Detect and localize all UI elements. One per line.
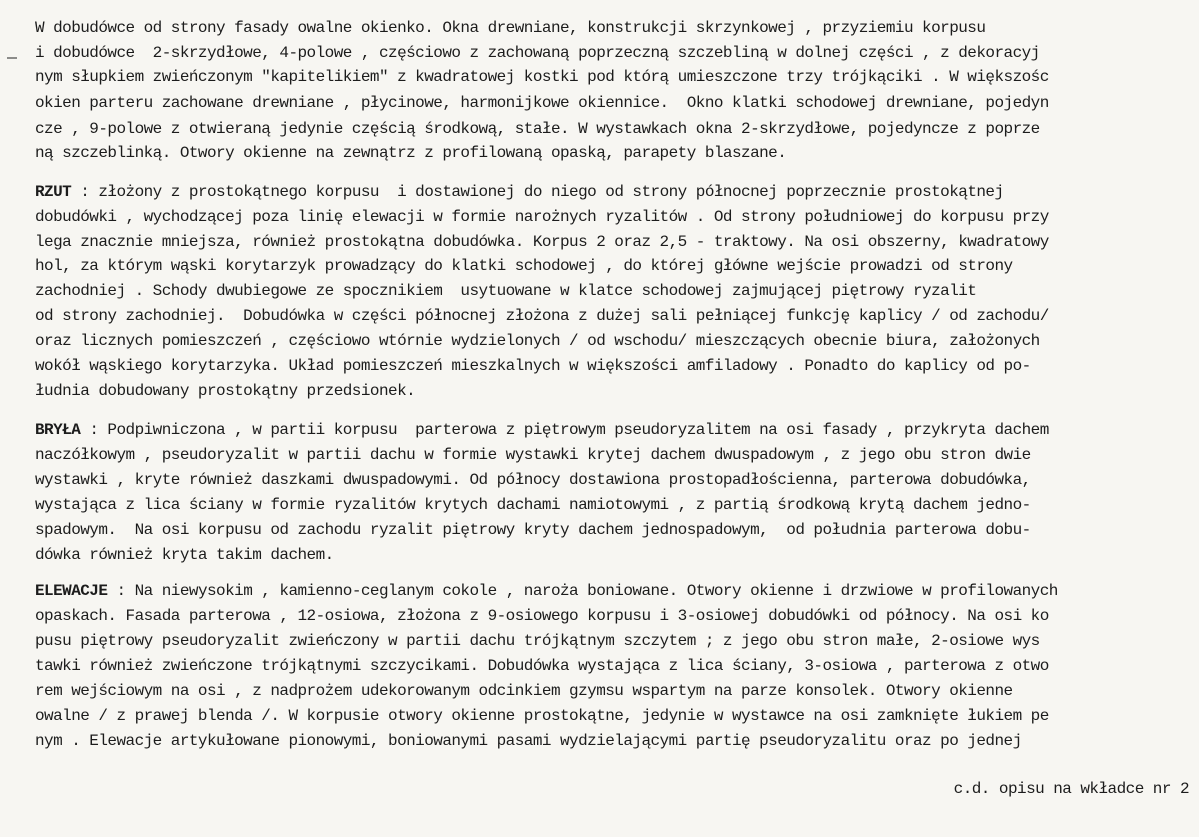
section-heading-rzut: RZUT	[35, 184, 72, 200]
section-text: : złożony z prostokątnego korpusu i dostawionej do niego od strony północnej poprzecznie prostokątnej	[71, 184, 1004, 200]
text-line: oraz licznych pomieszczeń , częściowo wtórnie wydzielonych / od wschodu/ mieszczących obecnie biura, założonych	[35, 333, 1040, 349]
text-line: nym słupkiem zwieńczonym "kapitelikiem" z kwadratowej kostki pod którą umieszczone trzy trójkąciki . W większośc	[35, 69, 1049, 85]
text-line: ną szczeblinką. Otwory okienne na zewnątrz z profilowaną opaską, parapety blaszane.	[35, 145, 787, 161]
text-line: zachodniej . Schody dwubiegowe ze spocznikiem usytuowane w klatce schodowej zajmującej piętrowy ryzalit	[35, 283, 977, 299]
text-line: okien parteru zachowane drewniane , płycinowe, harmonijkowe okiennice. Okno klatki schodowej drewniane, pojedyn	[35, 95, 1049, 111]
section-heading-bryla: BRYŁA	[35, 422, 81, 438]
text-line: W dobudówce od strony fasady owalne okienko. Okna drewniane, konstrukcji skrzynkowej , przyziemiu korpusu	[35, 20, 986, 36]
text-line: opaskach. Fasada parterowa , 12-osiowa, złożona z 9-osiowego korpusu i 3-osiowej dobudówki od północy. Na osi ko	[35, 608, 1049, 624]
text-line: wokół wąskiego korytarzyka. Układ pomieszczeń mieszkalnych w większości amfiladowy . Ponadto do kaplicy od po-	[35, 358, 1031, 374]
text-line	[35, 422, 1049, 438]
text-line: dówka również kryta takim dachem.	[35, 547, 334, 563]
text-line: owalne / z prawej blenda /. W korpusie otwory okienne prostokątne, jedynie w wystawce na osi zamknięte łukiem pe	[35, 708, 1049, 724]
text-line: rem wejściowym na osi , z nadprożem udekorowanym odcinkiem gzymsu wspartym na parze konsolek. Otwory okienne	[35, 683, 1013, 699]
section-text: : Na niewysokim , kamienno-ceglanym cokole , naroża boniowane. Otwory okienne i drzwiowe w profilowanych	[107, 583, 1058, 599]
text-line: od strony zachodniej. Dobudówka w części północnej złożona z dużej sali pełniącej funkcję kaplicy / od zachodu/	[35, 308, 1049, 324]
punch-mark	[7, 57, 17, 59]
section-text: : Podpiwniczona , w partii korpusu parterowa z piętrowym pseudoryzalitem na osi fasady , przykryta dachem	[80, 422, 1049, 438]
section-heading-elewacje: ELEWACJE	[35, 583, 108, 599]
text-line: lega znacznie mniejsza, również prostokątna dobudówka. Korpus 2 oraz 2,5 - traktowy. Na osi obszerny, kwadratowy	[35, 234, 1049, 250]
text-line: wystawki , kryte również daszkami dwuspadowymi. Od północy dostawiona prostopadłościenna, parterowa dobudówka,	[35, 472, 1031, 488]
text-line: pusu piętrowy pseudoryzalit zwieńczony w partii dachu trójkątnym szczytem ; z jego obu stron małe, 2-osiowe wys	[35, 633, 1040, 649]
text-line: dobudówki , wychodzącej poza linię elewacji w formie narożnych ryzalitów . Od strony południowej do korpusu przy	[35, 209, 1049, 225]
text-line: tawki również zwieńczone trójkątnymi szczycikami. Dobudówka wystająca z lica ściany, 3-osiowa , parterowa z otwo	[35, 658, 1049, 674]
text-line: i dobudówce 2-skrzydłowe, 4-polowe , częściowo z zachowaną poprzeczną szczebliną w dolnej części , z dekoracyj	[35, 45, 1040, 61]
text-line: łudnia dobudowany prostokątny przedsionek.	[35, 383, 416, 399]
text-line: cze , 9-polowe z otwieraną jedynie częścią środkową, stałe. W wystawkach okna 2-skrzydłowe, pojedyncze z poprze	[35, 121, 1040, 137]
continuation-note: c.d. opisu na wkładce nr 2	[953, 780, 1189, 798]
text-line: spadowym. Na osi korpusu od zachodu ryzalit piętrowy kryty dachem jednospadowym, od południa parterowa dobu-	[35, 522, 1031, 538]
text-line	[35, 583, 1058, 599]
text-line: nym . Elewacje artykułowane pionowymi, boniowanymi pasami wydzielającymi partię pseudoryzalitu oraz po jednej	[35, 733, 1022, 749]
text-line: wystająca z lica ściany w formie ryzalitów krytych dachami namiotowymi , z partią środkową krytą dachem jedno-	[35, 497, 1031, 513]
text-line	[35, 184, 1004, 200]
text-line: naczółkowym , pseudoryzalit w partii dachu w formie wystawki krytej dachem dwuspadowym , z jego obu stron dwie	[35, 447, 1031, 463]
text-line: hol, za którym wąski korytarzyk prowadzący do klatki schodowej , do której główne wejście prowadzi od strony	[35, 258, 1013, 274]
